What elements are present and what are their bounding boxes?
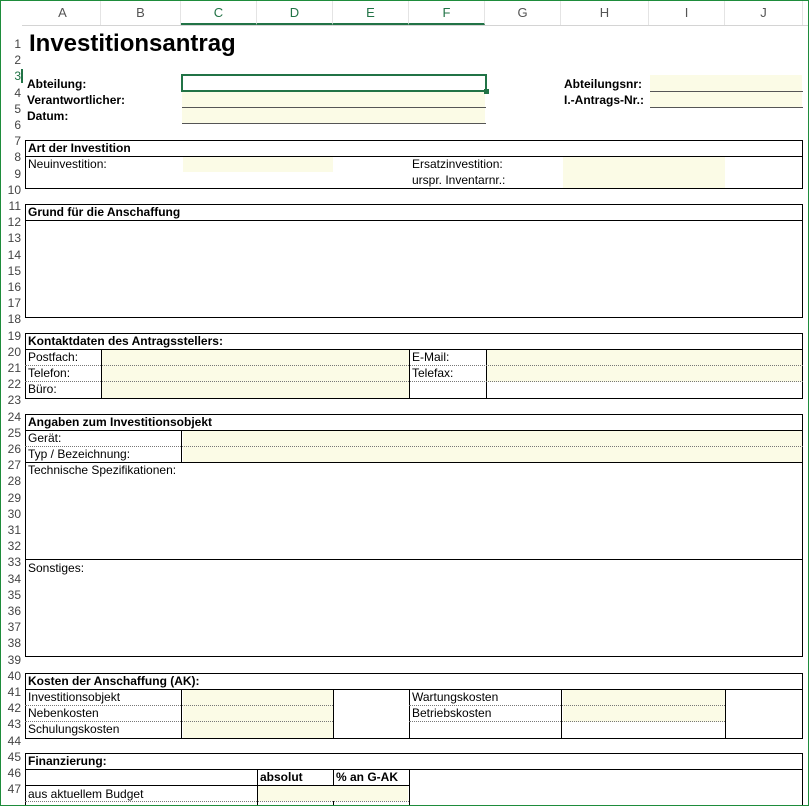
row-header-26[interactable]: 26: [7, 442, 21, 456]
row-header-3[interactable]: 3: [1, 69, 23, 83]
telefax-label: Telefax:: [412, 366, 454, 380]
row-header-6[interactable]: 6: [14, 118, 21, 132]
row-header-10[interactable]: 10: [7, 182, 21, 197]
antragsnr-underline: [650, 107, 803, 108]
wartungskosten-input[interactable]: [564, 690, 723, 705]
kosten-divider-3: [409, 689, 410, 739]
row-header-12[interactable]: 12: [7, 215, 21, 230]
column-header-b[interactable]: B: [101, 1, 181, 25]
telefax-input[interactable]: [488, 366, 800, 381]
abteilungsnr-label: Abteilungsnr:: [564, 77, 642, 91]
row-header-4[interactable]: 4: [14, 85, 21, 100]
postfach-input[interactable]: [103, 350, 407, 365]
betriebskosten-label: Betriebskosten: [412, 706, 492, 720]
nebenkosten-label: Nebenkosten: [28, 706, 99, 720]
row-header-25[interactable]: 25: [7, 425, 21, 440]
row-header-2[interactable]: 2: [14, 53, 21, 68]
neuinvestition-label: Neuinvestition:: [28, 157, 107, 171]
kontakt-title: Kontaktdaten des Antragsstellers:: [28, 334, 223, 348]
row-header-24[interactable]: 24: [7, 409, 21, 424]
row-header-13[interactable]: 13: [7, 231, 21, 246]
kosten-divider-4: [561, 689, 562, 739]
row-header-23[interactable]: 23: [7, 393, 21, 408]
kosten-title: Kosten der Anschaffung (AK):: [28, 674, 200, 688]
row-header-42[interactable]: 42: [7, 701, 21, 716]
inventarnr-label: urspr. Inventarnr.:: [412, 173, 506, 187]
row-header-20[interactable]: 20: [7, 344, 21, 359]
sonstiges-textarea[interactable]: [27, 577, 801, 655]
row-header-16[interactable]: 16: [7, 280, 21, 294]
typ-label: Typ / Bezeichnung:: [28, 447, 131, 461]
row-header-46[interactable]: 46: [7, 766, 21, 780]
row-header-33[interactable]: 33: [7, 555, 21, 570]
kosten-row-line-2b: [409, 721, 725, 722]
kontakt-divider-1: [101, 349, 102, 399]
wartungskosten-label: Wartungskosten: [412, 690, 499, 704]
row-header-7[interactable]: 7: [14, 134, 21, 149]
form-title: Investitionsantrag: [29, 30, 236, 57]
row-header-8[interactable]: 8: [14, 150, 21, 165]
schulungskosten-input[interactable]: [184, 722, 331, 737]
ersatzinvestition-input[interactable]: [563, 157, 725, 188]
sonstiges-separator: [25, 559, 803, 560]
abteilungsnr-input[interactable]: [651, 76, 801, 91]
typ-input[interactable]: [184, 447, 800, 462]
row-header-35[interactable]: 35: [7, 587, 21, 602]
antragsnr-input[interactable]: [651, 92, 801, 107]
budget-anteil-input[interactable]: [335, 786, 407, 801]
grund-title: Grund für die Anschaffung: [28, 205, 181, 219]
email-input[interactable]: [488, 350, 800, 365]
fill-handle[interactable]: [484, 89, 489, 94]
antragsnr-label: I.-Antrags-Nr.:: [564, 93, 645, 107]
finanz-divider-3: [409, 769, 410, 806]
budget-absolut-input[interactable]: [259, 786, 331, 801]
row-header-27[interactable]: 27: [7, 458, 21, 473]
row-header-37[interactable]: 37: [7, 620, 21, 635]
kosten-divider-2: [333, 689, 334, 739]
neuinvestition-input[interactable]: [183, 157, 333, 172]
telefon-input[interactable]: [103, 366, 407, 381]
betriebskosten-input[interactable]: [564, 706, 723, 721]
row-header-30[interactable]: 30: [7, 506, 21, 521]
column-header-i[interactable]: I: [649, 1, 725, 25]
column-header-f[interactable]: F: [409, 1, 485, 25]
row-header-34[interactable]: 34: [7, 571, 21, 586]
nebenkosten-input[interactable]: [184, 706, 331, 721]
row-header-32[interactable]: 32: [7, 539, 21, 554]
datum-label: Datum:: [27, 109, 69, 123]
row-header-43[interactable]: 43: [7, 717, 21, 732]
ersatzinvestition-label: Ersatzinvestition:: [412, 157, 503, 171]
email-label: E-Mail:: [412, 350, 450, 364]
grund-title-separator: [25, 220, 803, 221]
budget-label: aus aktuellem Budget: [28, 787, 144, 801]
art-title: Art der Investition: [28, 141, 131, 155]
column-header-h[interactable]: H: [561, 1, 649, 25]
finanz-title-separator: [25, 769, 803, 770]
telefon-label: Telefon:: [28, 366, 71, 380]
row-header-17[interactable]: 17: [7, 296, 21, 311]
row-header-29[interactable]: 29: [7, 490, 21, 505]
spezifikationen-label: Technische Spezifikationen:: [28, 463, 177, 477]
geraet-label: Gerät:: [28, 431, 62, 445]
kontakt-divider-2: [409, 349, 410, 399]
row-header-45[interactable]: 45: [7, 749, 21, 764]
row-header-47[interactable]: 47: [7, 782, 21, 797]
column-header-d[interactable]: D: [257, 1, 333, 25]
row-header-18[interactable]: 18: [7, 312, 21, 327]
row-header-22[interactable]: 22: [7, 377, 21, 392]
kosten-divider-1: [181, 689, 182, 739]
grund-textarea[interactable]: [27, 222, 801, 316]
sonstiges-label: Sonstiges:: [28, 561, 85, 575]
row-header-15[interactable]: 15: [7, 263, 21, 278]
buero-label: Büro:: [28, 382, 57, 396]
kosten-divider-5: [725, 689, 726, 739]
buero-input[interactable]: [103, 382, 407, 397]
verantwortlicher-label: Verantwortlicher:: [27, 93, 126, 107]
row-header-19[interactable]: 19: [7, 328, 21, 343]
row-header-9[interactable]: 9: [14, 166, 21, 181]
worksheet[interactable]: [1, 1, 809, 806]
geraet-input[interactable]: [184, 431, 800, 446]
row-header-44[interactable]: 44: [7, 733, 21, 748]
row-header-40[interactable]: 40: [7, 668, 21, 683]
row-header-41[interactable]: 41: [7, 685, 21, 699]
abteilung-label: Abteilung:: [27, 77, 87, 91]
column-header-j[interactable]: J: [725, 1, 803, 25]
row-header-1[interactable]: 1: [14, 37, 21, 51]
kontakt-divider-3: [486, 349, 487, 399]
datum-underline: [182, 123, 486, 124]
row-header-14[interactable]: 14: [7, 247, 21, 262]
schulungskosten-label: Schulungskosten: [28, 722, 120, 736]
investitionsobjekt-input[interactable]: [184, 690, 331, 705]
row-header-31[interactable]: 31: [7, 523, 21, 537]
column-header-g[interactable]: G: [485, 1, 561, 25]
objekt-title: Angaben zum Investitionsobjekt: [28, 415, 213, 429]
row-header-28[interactable]: 28: [7, 474, 21, 489]
row-header-36[interactable]: 36: [7, 604, 21, 618]
spezifikationen-textarea[interactable]: [27, 479, 801, 557]
row-header-5[interactable]: 5: [14, 101, 21, 116]
column-header-a[interactable]: A: [25, 1, 101, 25]
row-header-38[interactable]: 38: [7, 636, 21, 651]
finanz-title: Finanzierung:: [28, 754, 107, 768]
investitionsobjekt-label: Investitionsobjekt: [28, 690, 121, 704]
abteilung-input-selected[interactable]: [181, 74, 487, 92]
postfach-label: Postfach:: [28, 350, 79, 364]
absolut-header: absolut: [260, 770, 303, 784]
row-header-39[interactable]: 39: [7, 652, 21, 667]
row-header-21[interactable]: 21: [7, 361, 21, 375]
anteil-header: % an G-AK: [336, 770, 399, 784]
row-header-11[interactable]: 11: [8, 199, 21, 213]
datum-input[interactable]: [183, 108, 483, 123]
column-header-e[interactable]: E: [333, 1, 409, 25]
verantwortlicher-input[interactable]: [183, 92, 483, 107]
column-header-c[interactable]: C: [181, 1, 257, 25]
